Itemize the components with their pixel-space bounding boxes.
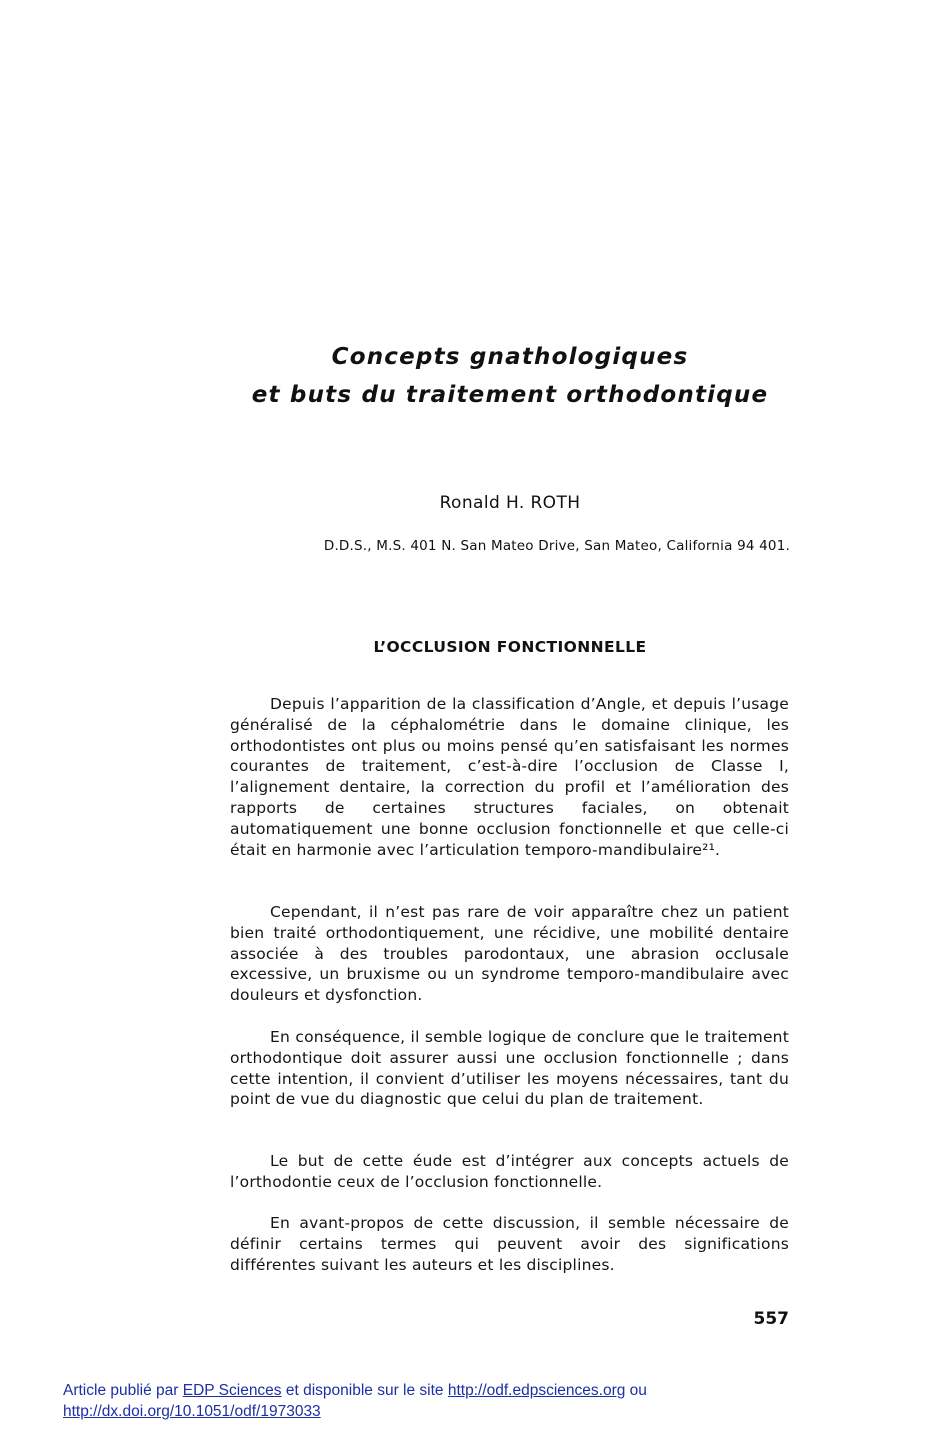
doi-link[interactable]: http://dx.doi.org/10.1051/odf/1973033 [63, 1403, 321, 1420]
footer-text-3: ou [625, 1382, 647, 1399]
body-paragraph-1: Depuis l’apparition de la classification d’Angle, et depuis l’usage généralisé de la céphalométrie dans le domaine clinique, les orthodontistes ont plus ou moins pensé qu’en satisfaisant les normes courantes de traitement, c’est-à-dire l’occlusion de Classe I, l’alignement dentaire, la correction du profil et l’amélioration des rapports de certaines structures faciales, on obtenait automatiquement une bonne occlusion fonctionnelle et que celle-ci était en harmonie avec l’articulation temporo-mandibulaire²¹. [230, 695, 789, 859]
article-title-line-2: et buts du traitement orthodontique [251, 382, 769, 408]
author-affiliation: D.D.S., M.S. 401 N. San Mateo Drive, San Mateo, California 94 401. [323, 538, 790, 554]
publisher-footer [63, 1380, 883, 1422]
footer-text-1: Article publié par [63, 1382, 183, 1399]
journal-site-link[interactable]: http://odf.edpsciences.org [447, 1382, 626, 1399]
section-heading: L’OCCLUSION FONCTIONNELLE [373, 638, 647, 656]
author-name: Ronald H. ROTH [439, 493, 581, 513]
body-paragraph-3: En conséquence, il semble logique de conclure que le traitement orthodontique doit assurer aussi une occlusion fonctionnelle ; dans cette intention, il convient d’utiliser les moyens nécessaires, tant du point de vue du diagnostic que celui du plan de traitement. [230, 1028, 789, 1109]
edp-sciences-link[interactable]: EDP Sciences [182, 1382, 282, 1399]
page-number: 557 [753, 1309, 789, 1329]
article-title-line-1: Concepts gnathologiques [331, 344, 689, 370]
body-paragraph-4: Le but de cette éude est d’intégrer aux concepts actuels de l’orthodontie ceux de l’occlusion fonctionnelle. [230, 1152, 789, 1191]
footer-text-2: et disponible sur le site [281, 1382, 448, 1399]
body-paragraph-5: En avant-propos de cette discussion, il semble nécessaire de définir certains termes qui peuvent avoir des significations différentes suivant les auteurs et les disciplines. [230, 1214, 789, 1274]
body-paragraph-2: Cependant, il n’est pas rare de voir apparaître chez un patient bien traité orthodontiquement, une récidive, une mobilité dentaire associée à des troubles parodontaux, une abrasion occlusale excessive, un bruxisme ou un syndrome temporo-mandibulaire avec douleurs et dysfonction. [230, 903, 789, 1005]
